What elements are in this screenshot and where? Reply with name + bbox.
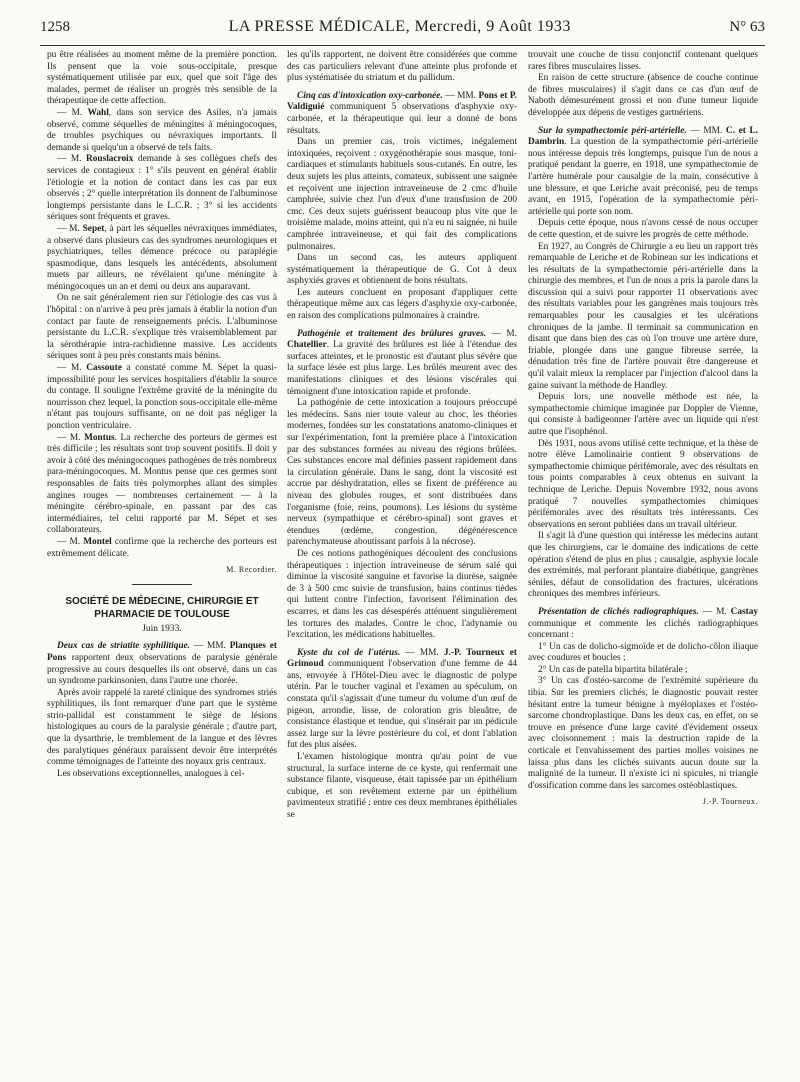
paragraph: Cinq cas d'intoxication oxy-carbonée. — MM. Pons et P. Valdiguié communiquent 5 observations d'asphyxie oxy-carbonée, et la thérapeutique qui leur a donné de bons résultats.	[287, 90, 517, 136]
section-title: Deux cas de striatite syphilitique.	[57, 641, 190, 652]
paragraph: — M. Sepet, à part les séquelles névraxiques immédiates, a observé dans plusieurs cas des syndromes neurologiques et psychiatriques, telles démence précoce ou paraplégie spasmodique, dans lesquels les antécédents, absolument muets par ailleurs, ne révélaient qu'une méningite à méningocoques un an et demi ou deux ans auparavant.	[47, 223, 277, 292]
speaker-name: Sepet	[82, 223, 105, 234]
paragraph: En raison de cette structure (absence de couche continue de fibres musculaires) il s'agit dans ce cas d'un œuf de Naboth démesurément grossi et non d'une tumeur liquide développée aux dépens de vestiges gartnériens.	[528, 73, 758, 118]
page-number: 1258	[40, 19, 70, 35]
paragraph: En 1927, au Congrès de Chirurgie a eu lieu un rapport très remarquable de Leriche et de Robineau sur les indications et les résultats de la sympathectomie péri-artérielle dans la chirurgie des membres, et l'un de nous a pris la parole dans la discussion qui a suivi pour rapporter 11 observations avec des résultats variables pour les gangrènes mais toujours très remarquables pour les causalgies et les ulcérations chroniques de la jambe. Il terminait sa communication en disant que dans bien des cas où l'on trouve une artère dure, friable, plongée dans une gangue fibreuse serrée, la dénudation très fine de l'artère pouvait être dangereuse et qu'il valait mieux la remplacer par l'injection d'alcool dans la gaine suivant la méthode de Handley.	[528, 241, 758, 391]
publication-title: LA PRESSE MÉDICALE, Mercredi, 9 Août 1933	[228, 18, 571, 35]
paragraph: — M. Wahl, dans son service des Asiles, n'a jamais observé, comme séquelles de méningites à méningocoques, de troubles psychiques ou névraxiques importants. Il demande si quelqu'un a observé de tels faits.	[47, 107, 277, 153]
paragraph: Les auteurs concluent en proposant d'appliquer cette thérapeutique même aux cas légers d'asphyxie oxy-carbonée, en raison des complications pulmonaires à craindre.	[287, 287, 517, 322]
radiograph-list	[528, 642, 758, 793]
section-title: Sur la sympathectomie péri-artérielle.	[538, 125, 687, 136]
paragraph: pu être réalisées au moment même de la première ponction. Ils pensent que la voie sous-occipitale, presque systématiquement utilisée par eux, quel que soit l'âge des malades, permet de réaliser un progrès très sensible de la thérapeutique de cette affection.	[47, 50, 277, 107]
speaker-name: Rouslacroix	[86, 154, 134, 165]
divider	[132, 584, 192, 585]
paragraph: Présentation de clichés radiographiques. — M. Castay communique et commente les clichés radiographiques concernant :	[528, 606, 758, 641]
speaker-name: Montel	[83, 536, 112, 547]
signature: M. Recordier.	[226, 565, 277, 575]
paragraph: les qu'ils rapportent, ne doivent être considérées que comme des cas particuliers relevant d'une atteinte plus profonde et plus systématisée du striatum et du pallidum.	[287, 50, 517, 84]
session-date: Juin 1933.	[142, 623, 182, 634]
paragraph: — M. Montus. La recherche des porteurs de germes est très difficile ; les résultats sont trop souvent positifs. Il doit y avoir à côté des méningocoques pathogènes de très nombreux para-méningocoques. M. Montus pense que ces germes sont responsables de faits très polymorphes allant des simples angines rouges — nombreuses certainement — à la méningite cérébro-spinale, en passant par des cas intermédiaires, tel celui rapporté par M. Sépet et ses collaborateurs.	[47, 432, 277, 536]
society-heading: SOCIÉTÉ DE MÉDECINE, CHIRURGIE ET PHARMACIE DE TOULOUSE	[65, 595, 259, 620]
paragraph: Depuis cette époque, nous n'avons cessé de nous occuper de cette question, et de suivre les progrès de cette méthode.	[528, 218, 758, 240]
paragraph: Pathogénie et traitement des brûlures graves. — M. Chatellier. La gravité des brûlures est liée à l'étendue des surfaces atteintes, et le pronostic est d'autant plus sévère que la surface lésée est plus large. Les brûlés meurent avec des manifestations cliniques et des lésions viscérales qui témoignent d'une intoxication rapide et profonde.	[287, 328, 517, 397]
section-title: Pathogénie et traitement des brûlures graves.	[297, 328, 487, 339]
paragraph: Les observations exceptionnelles, analogues à cel-	[57, 768, 245, 779]
speaker-name: Wahl	[87, 107, 109, 118]
column-2	[287, 50, 517, 822]
paragraph: Deux cas de striatite syphilitique. — MM. Planques et Pons rapportent deux observations de paralysie générale progressive au cours desquelles ils ont observé, dans un cas un syndrome parkinsonien, dans l'autre une chorée.	[47, 641, 277, 687]
paragraph: On ne sait généralement rien sur l'étiologie des cas vus à l'hôpital : on n'arrive à peu près jamais à établir la notion d'un contact par faute de renseignements précis. L'albuminose persistante du L.C.R. s'explique très vraisemblablement par la sérothérapie intra-rachidienne massive. Les accidents sériques sont à peu près constants mais bénins.	[47, 293, 277, 362]
section-title: Présentation de clichés radiographiques.	[538, 606, 699, 617]
paragraph: Dans un premier cas, trois victimes, inégalement intoxiquées, reçoivent : oxygénothérapie sous masque, toni-cardiaques et stimulants habituels sous-cutanés. En outre, les deux sujets les plus atteints, comateux, subissent une saignée et reçoivent une injection intraveineuse de 2 cmc d'huile camphrée, suivie chez l'un d'eux d'une transfusion de 200 cmc. Ces deux sujets guérissent beaucoup plus vite que le troisième malade, moins atteint, qui n'a eu ni saignée, ni huile camphrée intraveineuse, et qui fait des complications pulmonaires.	[287, 137, 517, 252]
paragraph: Depuis lors, une nouvelle méthode est née, la sympathectomie chimique imaginée par Doppler de Vienne, qui consiste à badigeonner l'artère avec un liquide qui n'est autre que l'isophénol.	[528, 392, 758, 437]
paragraph: trouvait une couche de tissu conjonctif contenant quelques rares fibres musculaires lisses.	[528, 50, 758, 72]
column-1	[47, 50, 277, 780]
paragraph: — M. Montel confirme que la recherche des porteurs est extrêmement délicate.	[47, 536, 277, 559]
paragraph: Dès 1931, nous avons utilisé cette technique, et la thèse de notre élève Lamolinairie contient 9 observations de sympathectomie chimique périfémorale, avec des résultats en tous points comparables à ceux obtenus en suivant la technique de Leriche. Depuis Novembre 1932, nous avons pratiqué 7 nouvelles sympathectomies chimiques périfémorales avec des résultats très intéressants. Ces observations en seront publiées dans un travail ultérieur.	[528, 438, 758, 530]
speaker-name: J.-P. Tourneux et Grimoud	[287, 647, 517, 670]
speaker-name: C. et L. Dambrin	[528, 125, 758, 148]
paragraph: — M. Cassoute a constaté comme M. Sépet la quasi-impossibilité pour les services hospitaliers d'établir la source du contage. Il souligne l'extrême gravité de la méningite du nourrisson chez lequel, la ponction sous-occipitale elle-même n'étant pas toujours suffisante, on ne doit pas négliger la ponction ventriculaire.	[47, 363, 277, 431]
section-title: Cinq cas d'intoxication oxy-carbonée.	[297, 90, 443, 101]
paragraph: La pathogénie de cette intoxication a toujours préoccupé les médecins. Sans nier toute valeur au choc, les théories modernes, fondées sur les constatations anatomo-cliniques et sur l'expérimentation, font la première place à l'intoxication par des substances formées au niveau des régions brûlées. Ces substances encore mal définies passent rapidement dans la circulation générale. Dans le sang, dont la viscosité est accrue par déshydratation, elles se fixent de préférence au niveau des globules rouges, et sont distribuées dans l'organisme (foie, reins, poumons). Les lésions du système nerveux (sympathique et cérébro-spinal) sont graves et étendues (œdème, congestion, dégénérescence parenchymateuse aboutissant parfois à la nécrose).	[287, 398, 517, 548]
list-item: 1° Un cas de dolicho-sigmoïde et de dolicho-côlon iliaque avec coudures et boucles ;	[528, 641, 758, 664]
paragraph: De ces notions pathogéniques découlent des conclusions thérapeutiques : injection intraveineuse de sérum salé qui diminue la viscosité sanguine et favorise la diurèse, saignée de 3 à 500 cmc suivie de transfusion, bains continus tièdes qui luttent contre l'infection, favorisent l'élimination des escarres, et dans les cas désespérés atténuent singulièrement les tortures des malades. Contre le choc, l'adynamie ou l'excitation, les médications habituelles.	[287, 548, 517, 641]
issue-number: N° 63	[729, 19, 765, 35]
paragraph: Après avoir rappelé la rareté clinique des syndromes striés syphilitiques, ils font remarquer d'une part que le système strio-pallidal est constamment le siège de lésions histologiques au cours de la paralysie générale ; d'autre part, que la dysarthrie, le tremblement de la langue et des lèvres des paralytiques généraux paraissent devoir être interprétés comme témoignages de l'atteinte des noyaux gris centraux.	[47, 687, 277, 768]
list-item: 3° Un cas d'ostéo-sarcome de l'extrémité supérieure du tibia. Sur les premiers clichés, le diagnostic pouvait rester hésitant entre la tumeur bénigne à myéloplaxes et l'ostéo-sarcome chondroplastique. Dans les deux cas, en effet, on se trouve en présence d'une large cavité d'évidement osseux avec cloisonnement : mais la destruction rapide de la corticale et l'envahissement des parties molles voisines ne laissa plus dans les clichés suivants aucun doute sur la malignité de la tumeur. Il n'existe ici ni spicules, ni triangle d'ossification comme dans les sarcomes ostéoblastiques.	[528, 676, 758, 791]
speaker-name: Chatellier	[287, 340, 327, 351]
speaker-name: Planques et Pons	[47, 641, 277, 663]
speaker-name: Cassoute	[86, 363, 122, 374]
paragraph: Dans un second cas, les auteurs appliquent systématiquement la thérapeutique de G. Cot à deux asphyxiés graves et obtiennent de bons résultats.	[287, 253, 517, 287]
signature: J.-P. Tourneux.	[702, 797, 758, 807]
page-header	[40, 18, 765, 46]
speaker-name: Montus	[84, 432, 115, 443]
section-title: Kyste du col de l'utérus.	[297, 647, 401, 658]
speaker-name: Pons et P. Valdiguié	[287, 90, 517, 113]
paragraph: — M. Rouslacroix demande à ses collègues chefs des services de contagieux : 1° s'ils peuvent en général établir l'étiologie et la notion de contact dans les cas par eux observés ; 2° quelle interprétation ils donnent de l'albuminose longtemps persistante dans le L.C.R. ; 3° si les accidents sériques sont fréquents et graves.	[47, 154, 278, 223]
paragraph: Sur la sympathectomie péri-artérielle. — MM. C. et L. Dambrin. La question de la sympathectomie péri-artérielle nous intéresse depuis très longtemps, puisque l'un de nous a pratiqué pendant la guerre, en 1918, une sympathectomie de l'artère humérale pour causalgie de la main, consécutive à une blessure, et que Leriche avait préconisé, peu de temps avant, en 1915, l'opération de la sympathectomie péri-artérielle qui porte son nom.	[528, 125, 758, 217]
column-3	[528, 50, 758, 814]
list-item: 2° Un cas de patella bipartita bilatérale ;	[538, 664, 688, 675]
paragraph: L'examen histologique montra qu'au point de vue structural, la surface interne de ce kyste, qui renfermait une substance filante, visqueuse, était tapissée par un épithélium cubique, et son revêtement externe par un épithélium pavimenteux stratifié : entre ces deux membranes épithéliales se	[287, 752, 517, 820]
paragraph: Kyste du col de l'utérus. — MM. J.-P. Tourneux et Grimoud communiquent l'observation d'une femme de 44 ans, envoyée à l'Hôtel-Dieu avec le diagnostic de polype utérin. Par le toucher vaginal et l'examen au spéculum, on constata qu'il s'agissait d'une tumeur du volume d'un œuf de pigeon, arrondie, lisse, de coloration gris bleuâtre, de consistance élastique et tendue, qui s'insérait par un pédicule assez large sur la lèvre postérieure du col, et dont l'ablation fut des plus aisées.	[287, 647, 517, 751]
speaker-name: Castay	[730, 606, 758, 617]
paragraph: Il s'agit là d'une question qui intéresse les médecins autant que les chirurgiens, car le domaine des indications de cette opération s'étend de plus en plus ; causalgie, asphyxie locale des extrémités, mal perforant plantaire diabétique, gangrènes séniles, défaut de consolidation des fractures, ulcérations chroniques des membres inférieurs.	[528, 531, 758, 600]
